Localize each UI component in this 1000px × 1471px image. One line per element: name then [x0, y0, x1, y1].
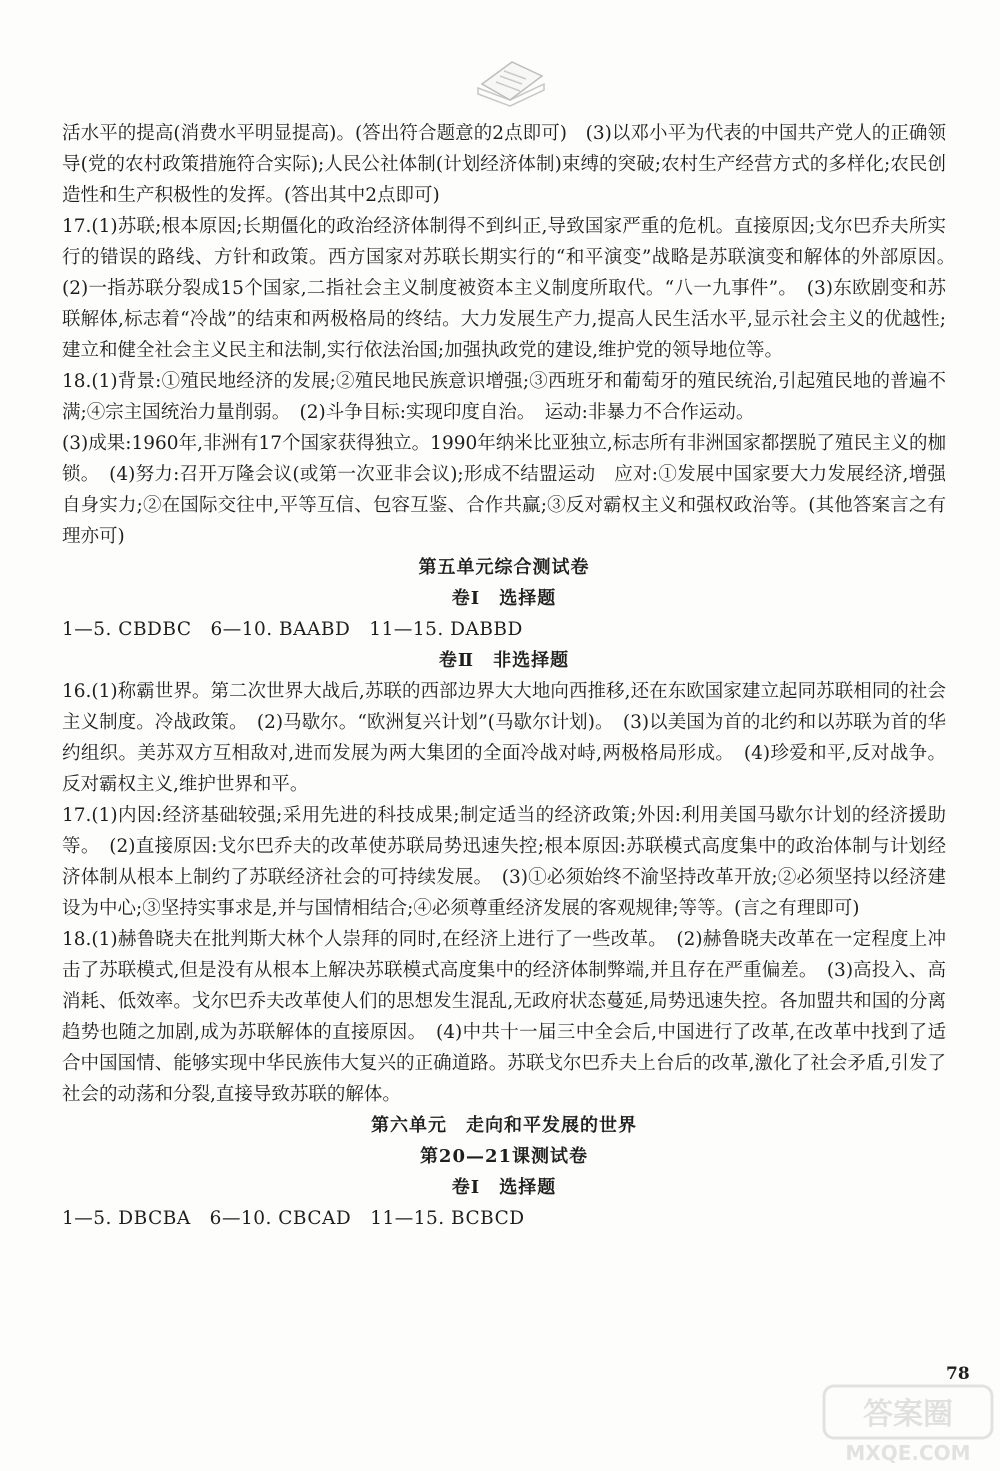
unit6-part1-title: 卷Ⅰ 选择题 — [451, 1177, 557, 1198]
unit6-subtitle: 第20—21课测试卷 — [419, 1146, 589, 1167]
answer-key-body — [62, 118, 965, 1234]
paragraph-unit5-q18: 18.(1)赫鲁晓夫在批判斯大林个人崇拜的同时,在经济上进行了一些改革。 (2)赫鲁晓夫改革在一定程度上冲击了苏联模式,但是没有从根本上解决苏联模式高度集中的经济体制弊端,并且存在严重偏差。 (3)高投入、高消耗、低效率。戈尔巴乔夫改革使人们的思想发生混乱,无政府状态蔓延,局势迅速失控。各加盟共和国的分离趋势也随之加剧,成为苏联解体的直接原因。 (4)中共十一届三中全会后,中国进行了改革,在改革中找到了适合中国国情、能够实现中华民族伟大复兴的正确道路。苏联戈尔巴乔夫上台后的改革,激化了社会矛盾,引发了社会的动荡和分裂,直接导致苏联的解体。 — [62, 929, 946, 1105]
book-stamp-icon — [474, 54, 548, 112]
paragraph-unit5-q16: 16.(1)称霸世界。第二次世界大战后,苏联的西部边界大大地向西推移,还在东欧国家建立起同苏联相同的社会主义制度。冷战政策。 (2)马歇尔。“欧洲复兴计划”(马歇尔计划)。 (3)以美国为首的北约和以苏联为首的华约组织。美苏双方互相敌对,进而发展为两大集团的全面冷战对峙,两极格局形成。 (4)珍爱和平,反对战争。反对霸权主义,维护世界和平。 — [62, 681, 946, 795]
unit5-choice-answers: 1—5. CBDBC 6—10. BAABD 11—15. DABBD — [62, 619, 523, 640]
unit5-title: 第五单元综合测试卷 — [418, 557, 590, 578]
paragraph-unit4-q18: 18.(1)背景:①殖民地经济的发展;②殖民地民族意识增强;③西班牙和葡萄牙的殖民统治,引起殖民地的普遍不满;④宗主国统治力量削弱。 (2)斗争目标:实现印度自治。 运动:非暴力不合作运动。 — [62, 371, 946, 423]
unit6-choice-answers: 1—5. DBCBA 6—10. CBCAD 11—15. BCBCD — [62, 1208, 525, 1229]
paragraph-unit5-q17: 17.(1)内因:经济基础较强;采用先进的科技成果;制定适当的经济政策;外因:利用美国马歇尔计划的经济援助等。 (2)直接原因:戈尔巴乔夫的改革使苏联局势迅速失控;根本原因:苏联模式高度集中的政治体制与计划经济体制从根本上制约了苏联经济社会的可持续发展。 (3)①必须始终不渝坚持改革开放;②必须坚持以经济建设为中心;③坚持实事求是,并与国情相结合;④必须尊重经济发展的客观规律;等等。(言之有理即可) — [62, 805, 946, 919]
watermark-brand: 答案圈 — [863, 1397, 953, 1432]
paragraph-unit4-q16-cont: 活水平的提高(消费水平明显提高)。(答出符合题意的2点即可) (3)以邓小平为代表的中国共产党人的正确领导(党的农村政策措施符合实际);人民公社体制(计划经济体制)束缚的突破;农村生产经营方式的多样化;农民创造性和生产积极性的发挥。(答出其中2点即可) — [62, 123, 946, 206]
unit5-part1-title: 卷Ⅰ 选择题 — [451, 588, 557, 609]
unit6-title: 第六单元 走向和平发展的世界 — [371, 1115, 637, 1136]
unit5-part2-title: 卷Ⅱ 非选择题 — [438, 650, 570, 671]
page-number: 78 — [946, 1364, 970, 1384]
paragraph-unit4-q17: 17.(1)苏联;根本原因;长期僵化的政治经济体制得不到纠正,导致国家严重的危机。直接原因;戈尔巴乔夫所实行的错误的路线、方针和政策。西方国家对苏联长期实行的“和平演变”战略是苏联演变和解体的外部原因。 (2)一指苏联分裂成15个国家,二指社会主义制度被资本主义制度所取代。“八一九事件”。 (3)东欧剧变和苏联解体,标志着“冷战”的结束和两极格局的终结。大力发展生产力,提高人民生活水平,显示社会主义的优越性;建立和健全社会主义民主和法制,实行依法治国;加强执政党的建设,维护党的领导地位等。 — [62, 216, 965, 361]
watermark-logo — [818, 1380, 998, 1466]
watermark-text: MXQE.COM — [845, 1441, 971, 1465]
paragraph-unit4-q18-cont: (3)成果:1960年,非洲有17个国家获得独立。1990年纳米比亚独立,标志所有非洲国家都摆脱了殖民主义的枷锁。 (4)努力:召开万隆会议(或第一次亚非会议);形成不结盟运动 应对:①发展中国家要大力发展经济,增强自身实力;②在国际交往中,平等互信、包容互鉴、合作共赢;③反对霸权主义和强权政治等。(其他答案言之有理亦可) — [62, 433, 946, 547]
